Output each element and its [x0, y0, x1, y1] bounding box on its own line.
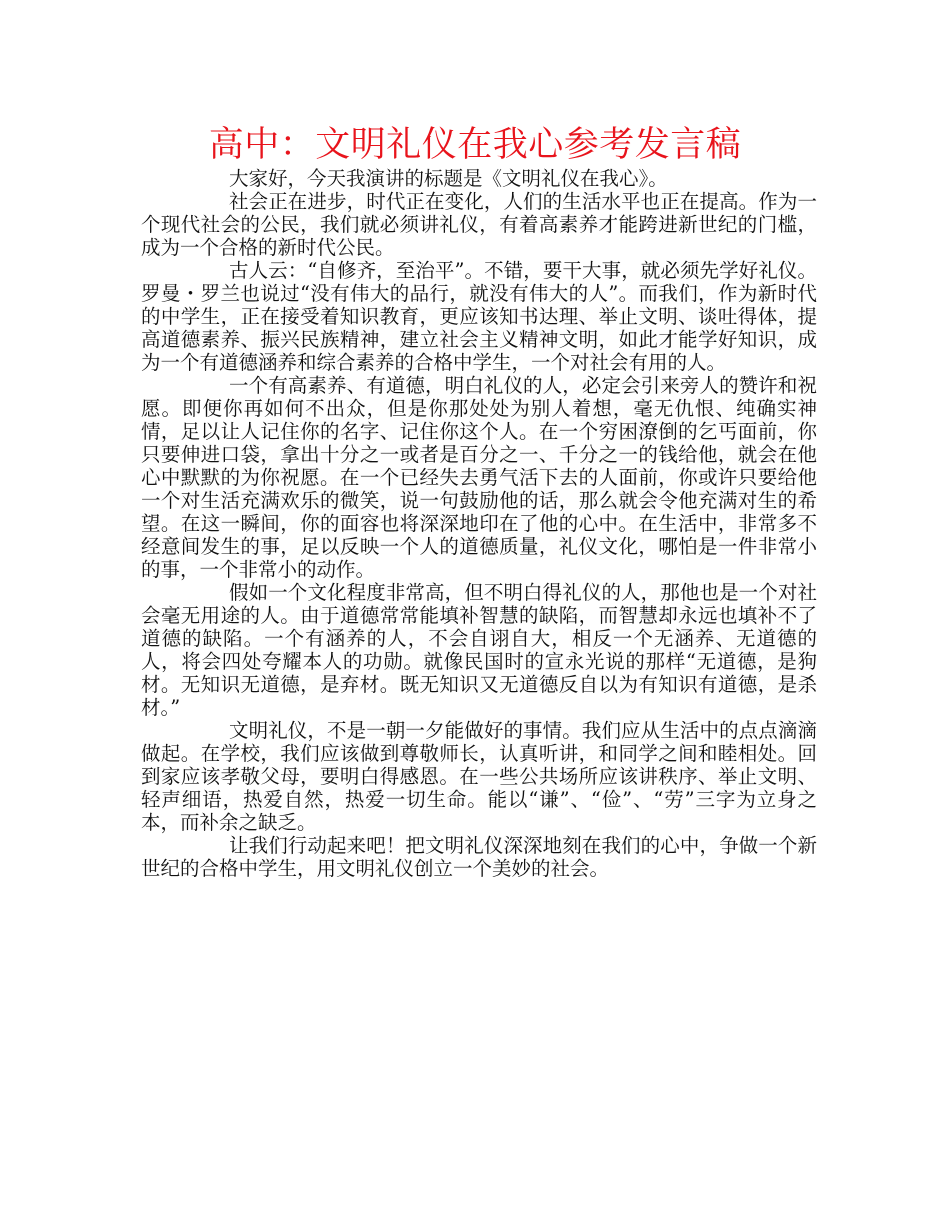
paragraph-daily-practice: 文明礼仪，不是一朝一夕能做好的事情。我们应从生活中的点点滴滴做起。在学校，我们应该做到尊敬师长，认真听讲，和同学之间和睦相处。回到家应该孝敬父母，要明白得感恩。在一些公共场所应该讲秩序、举止文明、轻声细语，热爱自然，热爱一切生命。能以“谦”、“俭”、“劳”三字为立身之本，而补余之缺乏。 [141, 719, 817, 834]
document-body [141, 167, 817, 880]
document-title: 高中：文明礼仪在我心参考发言稿 [208, 125, 742, 165]
paragraph-ancient-saying: 古人云：“自修齐，至治平”。不错，要干大事，就必须先学好礼仪。罗曼・罗兰也说过“没有伟大的品行，就没有伟大的人”。而我们，作为新时代的中学生，正在接受着知识教育，更应该知书达理、举止文明、谈吐得体，提高道德素养、振兴民族精神，建立社会主义精神文明，如此才能学好知识，成为一个有道德涵养和综合素养的合格中学生，一个对社会有用的人。 [141, 259, 817, 374]
paragraph-call-to-action: 让我们行动起来吧！把文明礼仪深深地刻在我们的心中，争做一个新世纪的合格中学生，用文明礼仪创立一个美妙的社会。 [141, 834, 817, 880]
paragraph-virtuous-person: 一个有高素养、有道德，明白礼仪的人，必定会引来旁人的赞许和祝愿。即便你再如何不出众，但是你那处处为别人着想，毫无仇恨、纯确实神情，足以让人记住你的名字、记住你这个人。在一个穷困潦倒的乞丐面前，你只要伸进口袋，拿出十分之一或者是百分之一、千分之一的钱给他，就会在他心中默默的为你祝愿。在一个已经失去勇气活下去的人面前，你或许只要给他一个对生活充满欢乐的微笑，说一句鼓励他的话，那么就会令他充满对生的希望。在这一瞬间，你的面容也将深深地印在了他的心中。在生活中，非常多不经意间发生的事，足以反映一个人的道德质量，礼仪文化，哪怕是一件非常小的事，一个非常小的动作。 [141, 374, 817, 581]
paragraph-society-progress: 社会正在进步，时代正在变化，人们的生活水平也正在提高。作为一个现代社会的公民，我们就必须讲礼仪，有着高素养才能跨进新世纪的门槛，成为一个合格的新时代公民。 [141, 190, 817, 259]
paragraph-greeting: 大家好，今天我演讲的标题是《文明礼仪在我心》。 [229, 167, 668, 190]
paragraph-culture-vs-morality: 假如一个文化程度非常高，但不明白得礼仪的人，那他也是一个对社会毫无用途的人。由于道德常常能填补智慧的缺陷，而智慧却永远也填补不了道德的缺陷。一个有涵养的人，不会自诩自大，相反一个无涵养、无道德的人，将会四处夸耀本人的功勋。就像民国时的宣永光说的那样“无道德，是狗材。无知识无道德，是弃材。既无知识又无道德反自以为有知识有道德，是杀材。” [141, 581, 817, 719]
